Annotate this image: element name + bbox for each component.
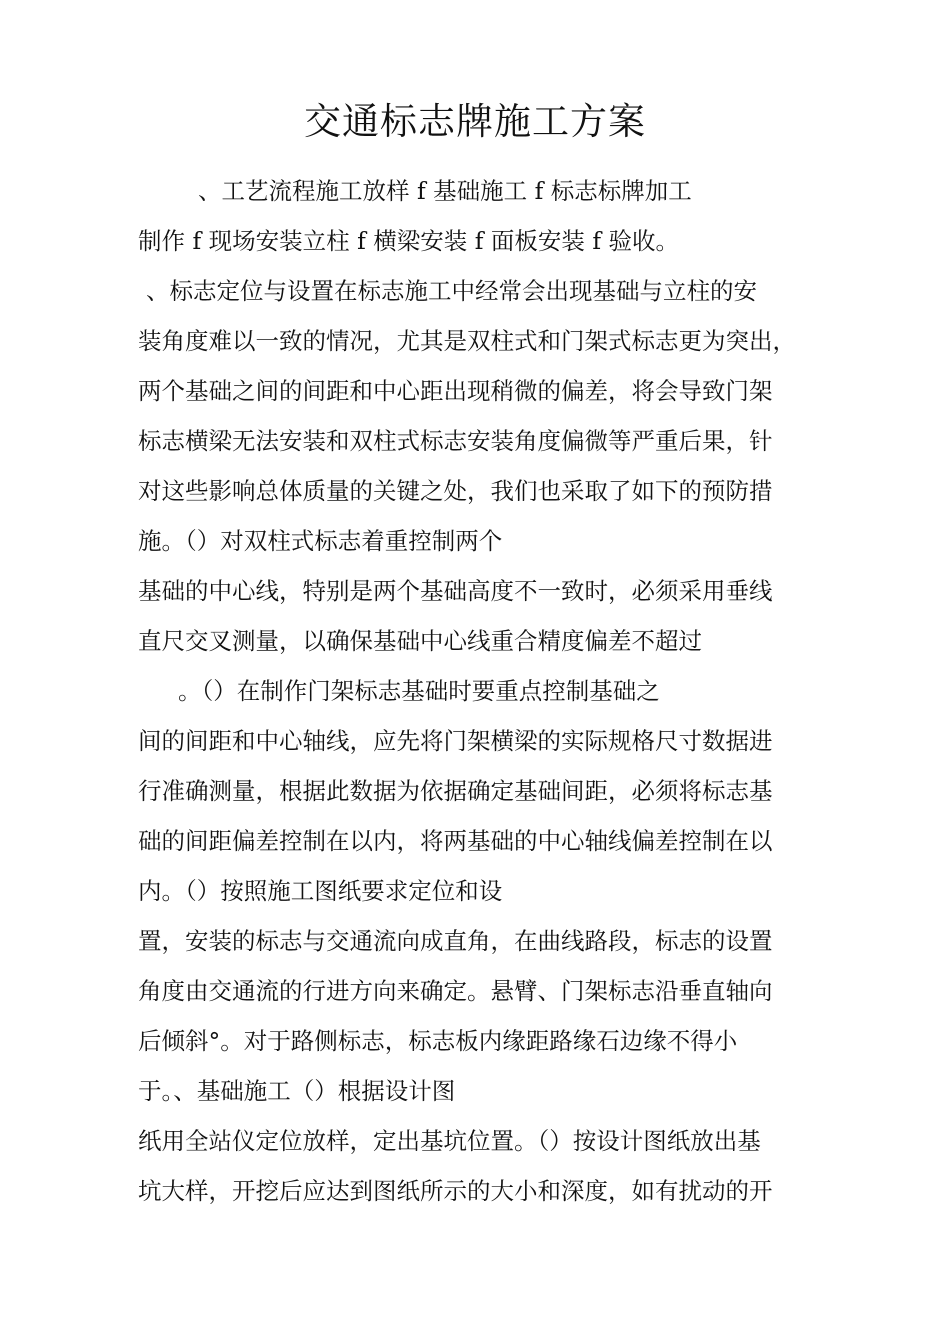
paragraph-line: 行准确测量，根据此数据为依据确定基础间距，必须将标志基 — [138, 777, 773, 805]
paragraph-line: 、标志定位与设置在标志施工中经常会出现基础与立柱的安 — [146, 277, 757, 305]
paragraph-line: 。（）在制作门架标志基础时要重点控制基础之 — [178, 677, 660, 705]
paragraph-line: 直尺交叉测量，以确保基础中心线重合精度偏差不超过 — [138, 627, 702, 655]
document-title: 交通标志牌施工方案 — [304, 100, 646, 143]
paragraph-line: 内。（）按照施工图纸要求定位和设 — [138, 877, 503, 905]
paragraph-line: 、工艺流程施工放样 f 基础施工 f 标志标牌加工 — [198, 177, 692, 205]
paragraph-line: 后倾斜°。对于路侧标志，标志板内缘距路缘石边缘不得小 — [138, 1027, 738, 1055]
paragraph-line: 制作 f 现场安装立柱 f 横梁安装 f 面板安装 f 验收。 — [138, 227, 680, 255]
paragraph-line: 基础的中心线，特别是两个基础高度不一致时，必须采用垂线 — [138, 577, 773, 605]
paragraph-line: 坑大样，开挖后应达到图纸所示的大小和深度，如有扰动的开 — [138, 1177, 773, 1205]
paragraph-line: 础的间距偏差控制在以内，将两基础的中心轴线偏差控制在以 — [138, 827, 773, 855]
paragraph-line: 间的间距和中心轴线，应先将门架横梁的实际规格尺寸数据进 — [138, 727, 773, 755]
paragraph-line: 装角度难以一致的情况，尤其是双柱式和门架式标志更为突出， — [138, 327, 796, 355]
paragraph-line: 施。（）对双柱式标志着重控制两个 — [138, 527, 503, 555]
paragraph-line: 纸用全站仪定位放样，定出基坑位置。（）按设计图纸放出基 — [138, 1127, 761, 1155]
paragraph-line: 两个基础之间的间距和中心距出现稍微的偏差，将会导致门架 — [138, 377, 773, 405]
paragraph-line: 标志横梁无法安装和双柱式标志安装角度偏微等严重后果，针 — [138, 427, 773, 455]
paragraph-line: 于。、基础施工（）根据设计图 — [138, 1077, 456, 1105]
paragraph-line: 角度由交通流的行进方向来确定。悬臂、门架标志沿垂直轴向 — [138, 977, 773, 1005]
paragraph-line: 对这些影响总体质量的关键之处，我们也采取了如下的预防措 — [138, 477, 773, 505]
paragraph-line: 置，安装的标志与交通流向成直角，在曲线路段，标志的设置 — [138, 927, 773, 955]
